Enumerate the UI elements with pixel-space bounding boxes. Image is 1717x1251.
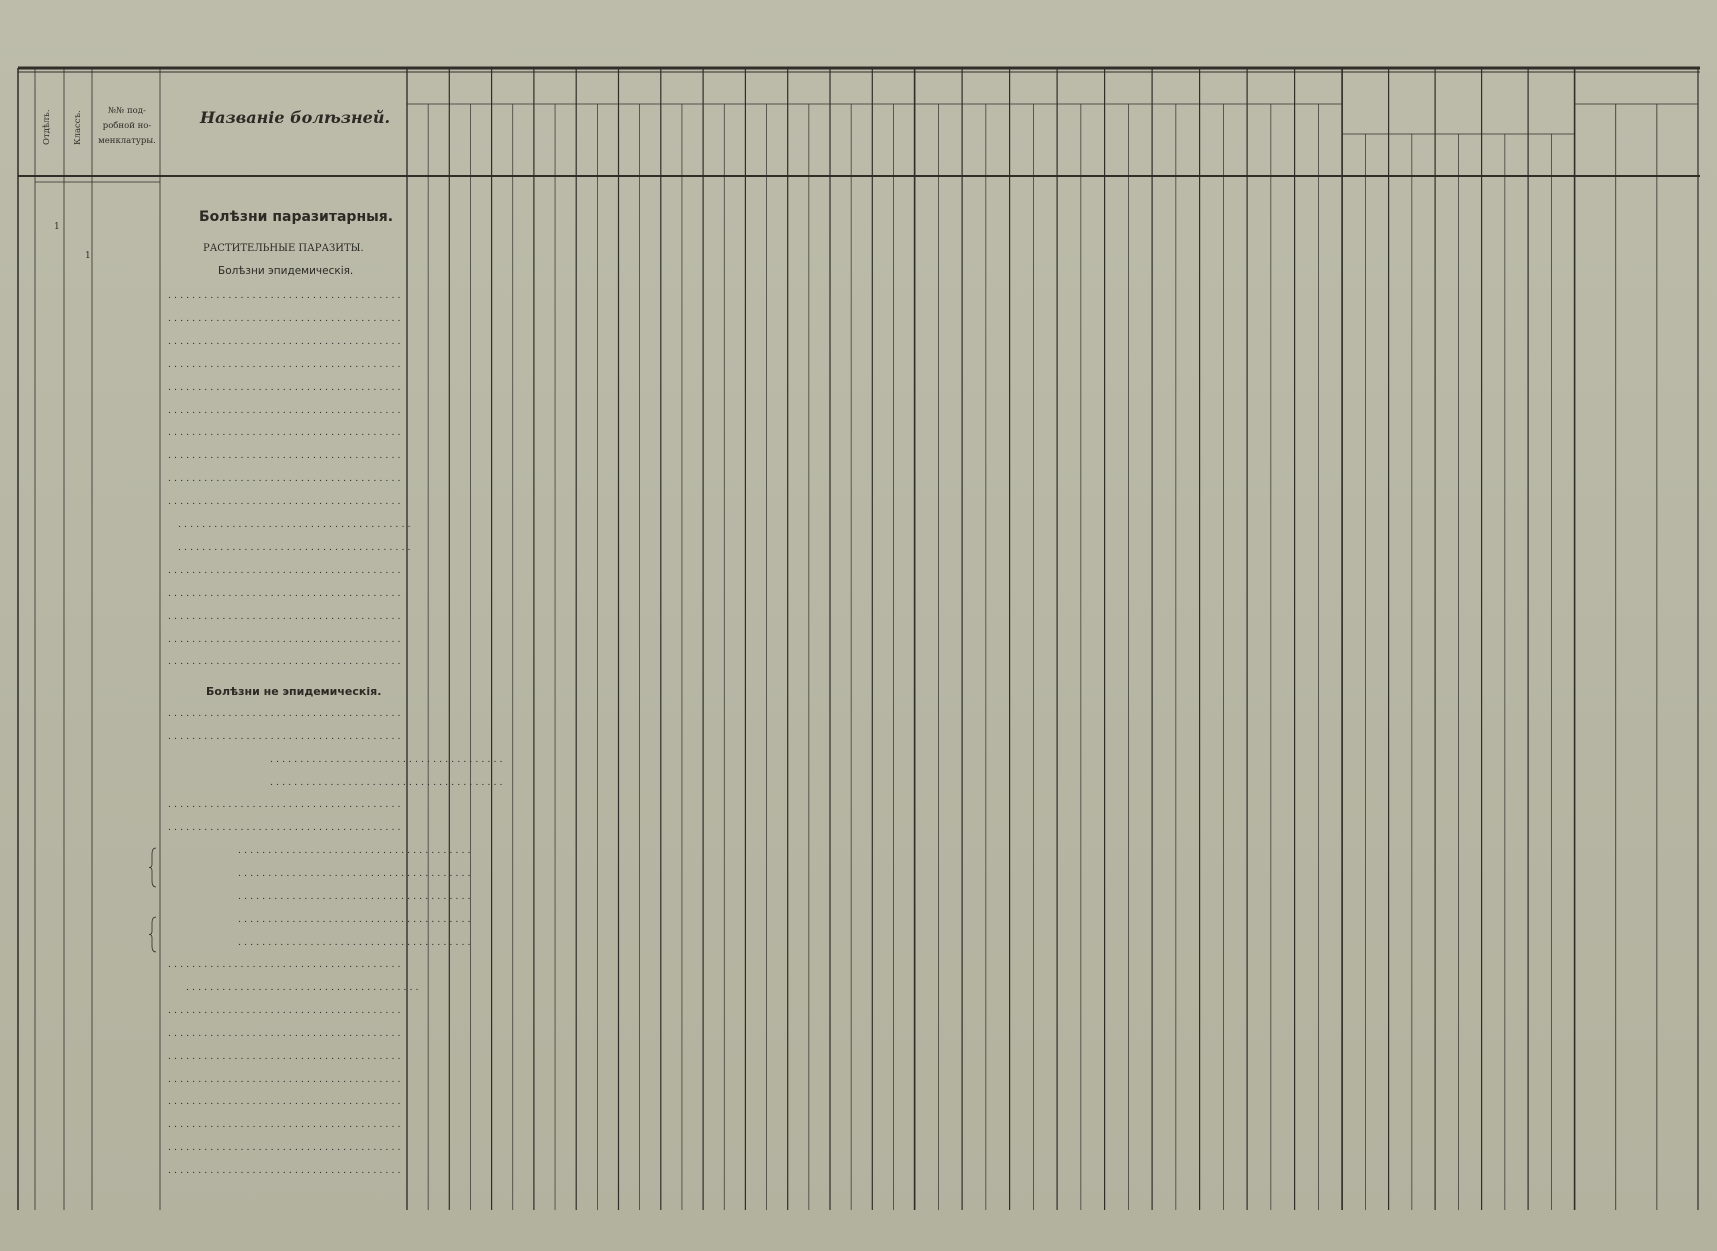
row-name-rows_epidemic-14: . . . . . . . . . . . . . . . . . . . . . . . . . . . . . . . . . . . . . . . (168, 587, 401, 599)
row-name-rows_epidemic-3: . . . . . . . . . . . . . . . . . . . . . . . . . . . . . . . . . . . . . . . (168, 335, 401, 347)
month-9-female-label (767, 106, 788, 172)
month-2-female-label (470, 106, 491, 172)
month-8-male-label (703, 106, 724, 172)
age-1-male-label (915, 106, 939, 172)
marital-1-male-label (1342, 136, 1365, 172)
month-11-female-label (851, 106, 872, 172)
disease-name-column-header: Названіе болѣзней. (200, 108, 391, 127)
row-name-rows_nonepidemic-10: . . . . . . . . . . . . . . . . . . . . . . . . . . . . . . . . . . . . . . . (238, 913, 471, 925)
total-male-label (1575, 106, 1616, 172)
row-name-rows_nonepidemic-2: . . . . . . . . . . . . . . . . . . . . . . . . . . . . . . . . . . . . . . . (168, 730, 401, 742)
marital-header-5 (1528, 72, 1575, 132)
row-name-rows_epidemic-2: . . . . . . . . . . . . . . . . . . . . . . . . . . . . . . . . . . . . . . . (168, 312, 401, 324)
epidemic-subtitle: Болѣзни эпидемическія. (218, 265, 354, 277)
row-name-rows_nonepidemic-3: . . . . . . . . . . . . . . . . . . . . . . . . . . . . . . . . . . . . . . . (270, 753, 503, 765)
age-5-female-label (1128, 106, 1152, 172)
row-name-rows_nonepidemic-11: . . . . . . . . . . . . . . . . . . . . . . . . . . . . . . . . . . . . . . . (238, 936, 471, 948)
marital-5-female-label (1551, 136, 1574, 172)
row-name-rows_nonepidemic-15: . . . . . . . . . . . . . . . . . . . . . . . . . . . . . . . . . . . . . . . (168, 1027, 401, 1039)
marital-header-1 (1342, 72, 1389, 132)
age-6-male-label (1152, 106, 1176, 172)
marital-header-2 (1389, 72, 1436, 132)
month-header-10 (788, 70, 830, 102)
age-3-male-label (1010, 106, 1034, 172)
row-name-rows_epidemic-15: . . . . . . . . . . . . . . . . . . . . . . . . . . . . . . . . . . . . . . . (168, 610, 401, 622)
age-3-female-label (1033, 106, 1057, 172)
month-header-2 (449, 70, 491, 102)
total-header (1575, 72, 1698, 102)
month-9-male-label (745, 106, 766, 172)
marital-2-female-label (1412, 136, 1435, 172)
month-header-11 (830, 70, 872, 102)
row-name-rows_epidemic-10: . . . . . . . . . . . . . . . . . . . . . . . . . . . . . . . . . . . . . . . (168, 496, 401, 508)
row-name-rows_nonepidemic-5: . . . . . . . . . . . . . . . . . . . . . . . . . . . . . . . . . . . . . . . (168, 799, 401, 811)
total-female-label (1616, 106, 1657, 172)
row-name-rows_nonepidemic-16: . . . . . . . . . . . . . . . . . . . . . . . . . . . . . . . . . . . . . . . (168, 1050, 401, 1062)
row-name-rows_epidemic-1: . . . . . . . . . . . . . . . . . . . . . . . . . . . . . . . . . . . . . . . (168, 290, 401, 301)
row-name-rows_nonepidemic-14: . . . . . . . . . . . . . . . . . . . . . . . . . . . . . . . . . . . . . . . (168, 1005, 401, 1017)
nomenclature-column-header: №№ под-робной но-менклатуры. (98, 105, 156, 146)
age-7-male-label (1200, 106, 1224, 172)
age-4-male-label (1057, 106, 1081, 172)
marital-4-male-label (1482, 136, 1505, 172)
month-2-male-label (449, 106, 470, 172)
row-name-rows_epidemic-7: . . . . . . . . . . . . . . . . . . . . . . . . . . . . . . . . . . . . . . . (168, 427, 401, 439)
month-4-male-label (534, 106, 555, 172)
month-3-male-label (492, 106, 513, 172)
month-6-female-label (640, 106, 661, 172)
row-name-rows_nonepidemic-12: . . . . . . . . . . . . . . . . . . . . . . . . . . . . . . . . . . . . . . . (168, 959, 401, 971)
age-9-male-label (1295, 106, 1319, 172)
row-name-rows_epidemic-16: . . . . . . . . . . . . . . . . . . . . . . . . . . . . . . . . . . . . . . . (168, 633, 401, 645)
age-header-6 (1152, 70, 1200, 102)
age-5-male-label (1105, 106, 1129, 172)
month-10-male-label (788, 106, 809, 172)
row-name-rows_nonepidemic-13: . . . . . . . . . . . . . . . . . . . . . . . . . . . . . . . . . . . . . . . (186, 982, 419, 994)
month-12-male-label (872, 106, 893, 172)
month-12-female-label (893, 106, 914, 172)
marital-header-4 (1482, 72, 1529, 132)
age-header-3 (1010, 70, 1058, 102)
age-9-female-label (1318, 106, 1342, 172)
row-name-rows_epidemic-5: . . . . . . . . . . . . . . . . . . . . . . . . . . . . . . . . . . . . . . . (168, 381, 401, 393)
row-name-rows_epidemic-17: . . . . . . . . . . . . . . . . . . . . . . . . . . . . . . . . . . . . . . . (168, 656, 401, 668)
age-1-female-label (938, 106, 962, 172)
row-bracket (149, 848, 156, 887)
marital-3-male-label (1435, 136, 1458, 172)
month-4-female-label (555, 106, 576, 172)
month-1-female-label (428, 106, 449, 172)
month-5-male-label (576, 106, 597, 172)
total-both-label (1657, 130, 1698, 152)
age-4-female-label (1081, 106, 1105, 172)
row-name-rows_nonepidemic-6: . . . . . . . . . . . . . . . . . . . . . . . . . . . . . . . . . . . . . . . (168, 822, 401, 834)
section-title: Болѣзни паразитарныя. (199, 209, 394, 225)
month-1-male-label (407, 106, 428, 172)
row-name-rows_nonepidemic-1: . . . . . . . . . . . . . . . . . . . . . . . . . . . . . . . . . . . . . . . (168, 708, 401, 719)
month-header-4 (534, 70, 576, 102)
month-7-male-label (661, 106, 682, 172)
month-header-9 (745, 70, 787, 102)
month-5-female-label (597, 106, 618, 172)
age-header-7 (1200, 70, 1248, 102)
class-number: 1 (85, 251, 91, 261)
age-6-female-label (1176, 106, 1200, 172)
row-name-rows_nonepidemic-21: . . . . . . . . . . . . . . . . . . . . . . . . . . . . . . . . . . . . . . . (168, 1165, 401, 1176)
month-3-female-label (513, 106, 534, 172)
row-name-rows_nonepidemic-4: . . . . . . . . . . . . . . . . . . . . . . . . . . . . . . . . . . . . . . . (270, 776, 503, 788)
row-name-rows_nonepidemic-17: . . . . . . . . . . . . . . . . . . . . . . . . . . . . . . . . . . . . . . . (168, 1073, 401, 1085)
nonepidemic-subtitle: Болѣзни не эпидемическія. (206, 685, 382, 698)
row-name-rows_epidemic-6: . . . . . . . . . . . . . . . . . . . . . . . . . . . . . . . . . . . . . . . (168, 404, 401, 416)
marital-5-male-label (1528, 136, 1551, 172)
month-header-7 (661, 70, 703, 102)
section-number: 1 (54, 222, 60, 232)
row-name-rows_epidemic-11: . . . . . . . . . . . . . . . . . . . . . . . . . . . . . . . . . . . . . . . (178, 519, 411, 530)
age-header-9 (1295, 70, 1343, 102)
row-name-rows_nonepidemic-20: . . . . . . . . . . . . . . . . . . . . . . . . . . . . . . . . . . . . . . . (168, 1142, 401, 1154)
marital-1-female-label (1365, 136, 1388, 172)
section-column-header: Отдѣлъ. (42, 109, 52, 146)
age-8-female-label (1271, 106, 1295, 172)
row-name-rows_epidemic-9: . . . . . . . . . . . . . . . . . . . . . . . . . . . . . . . . . . . . . . . (168, 473, 401, 485)
row-name-rows_nonepidemic-7: . . . . . . . . . . . . . . . . . . . . . . . . . . . . . . . . . . . . . . . (238, 845, 471, 857)
age-header-5 (1105, 70, 1153, 102)
month-header-5 (576, 70, 618, 102)
month-7-female-label (682, 106, 703, 172)
class-title: РАСТИТЕЛЬНЫЕ ПАРАЗИТЫ. (203, 243, 364, 254)
age-header-1 (915, 70, 963, 102)
marital-header-3 (1435, 72, 1482, 132)
month-6-male-label (619, 106, 640, 172)
row-name-rows_epidemic-4: . . . . . . . . . . . . . . . . . . . . . . . . . . . . . . . . . . . . . . . (168, 358, 401, 370)
age-8-male-label (1247, 106, 1271, 172)
marital-3-female-label (1458, 136, 1481, 172)
age-header-2 (962, 70, 1010, 102)
row-name-rows_nonepidemic-18: . . . . . . . . . . . . . . . . . . . . . . . . . . . . . . . . . . . . . . . (168, 1096, 401, 1108)
age-header-4 (1057, 70, 1105, 102)
age-2-female-label (986, 106, 1010, 172)
row-name-rows_nonepidemic-19: . . . . . . . . . . . . . . . . . . . . . . . . . . . . . . . . . . . . . . . (168, 1119, 401, 1131)
marital-2-male-label (1389, 136, 1412, 172)
month-header-12 (872, 70, 914, 102)
marital-4-female-label (1505, 136, 1528, 172)
month-header-8 (703, 70, 745, 102)
row-name-rows_nonepidemic-9: . . . . . . . . . . . . . . . . . . . . . . . . . . . . . . . . . . . . . . . (238, 890, 471, 902)
age-7-female-label (1223, 106, 1247, 172)
month-8-female-label (724, 106, 745, 172)
row-name-rows_nonepidemic-8: . . . . . . . . . . . . . . . . . . . . . . . . . . . . . . . . . . . . . . . (238, 867, 471, 879)
row-name-rows_epidemic-13: . . . . . . . . . . . . . . . . . . . . . . . . . . . . . . . . . . . . . . . (168, 564, 401, 576)
age-2-male-label (962, 106, 986, 172)
row-name-rows_epidemic-8: . . . . . . . . . . . . . . . . . . . . . . . . . . . . . . . . . . . . . . . (168, 450, 401, 462)
month-header-6 (619, 70, 661, 102)
row-name-rows_epidemic-12: . . . . . . . . . . . . . . . . . . . . . . . . . . . . . . . . . . . . . . . (178, 541, 411, 553)
month-header-3 (492, 70, 534, 102)
month-11-male-label (830, 106, 851, 172)
class-column-header: Классъ. (73, 110, 83, 145)
month-header-1 (407, 70, 449, 102)
age-header-8 (1247, 70, 1295, 102)
row-bracket (149, 917, 156, 952)
month-10-female-label (809, 106, 830, 172)
